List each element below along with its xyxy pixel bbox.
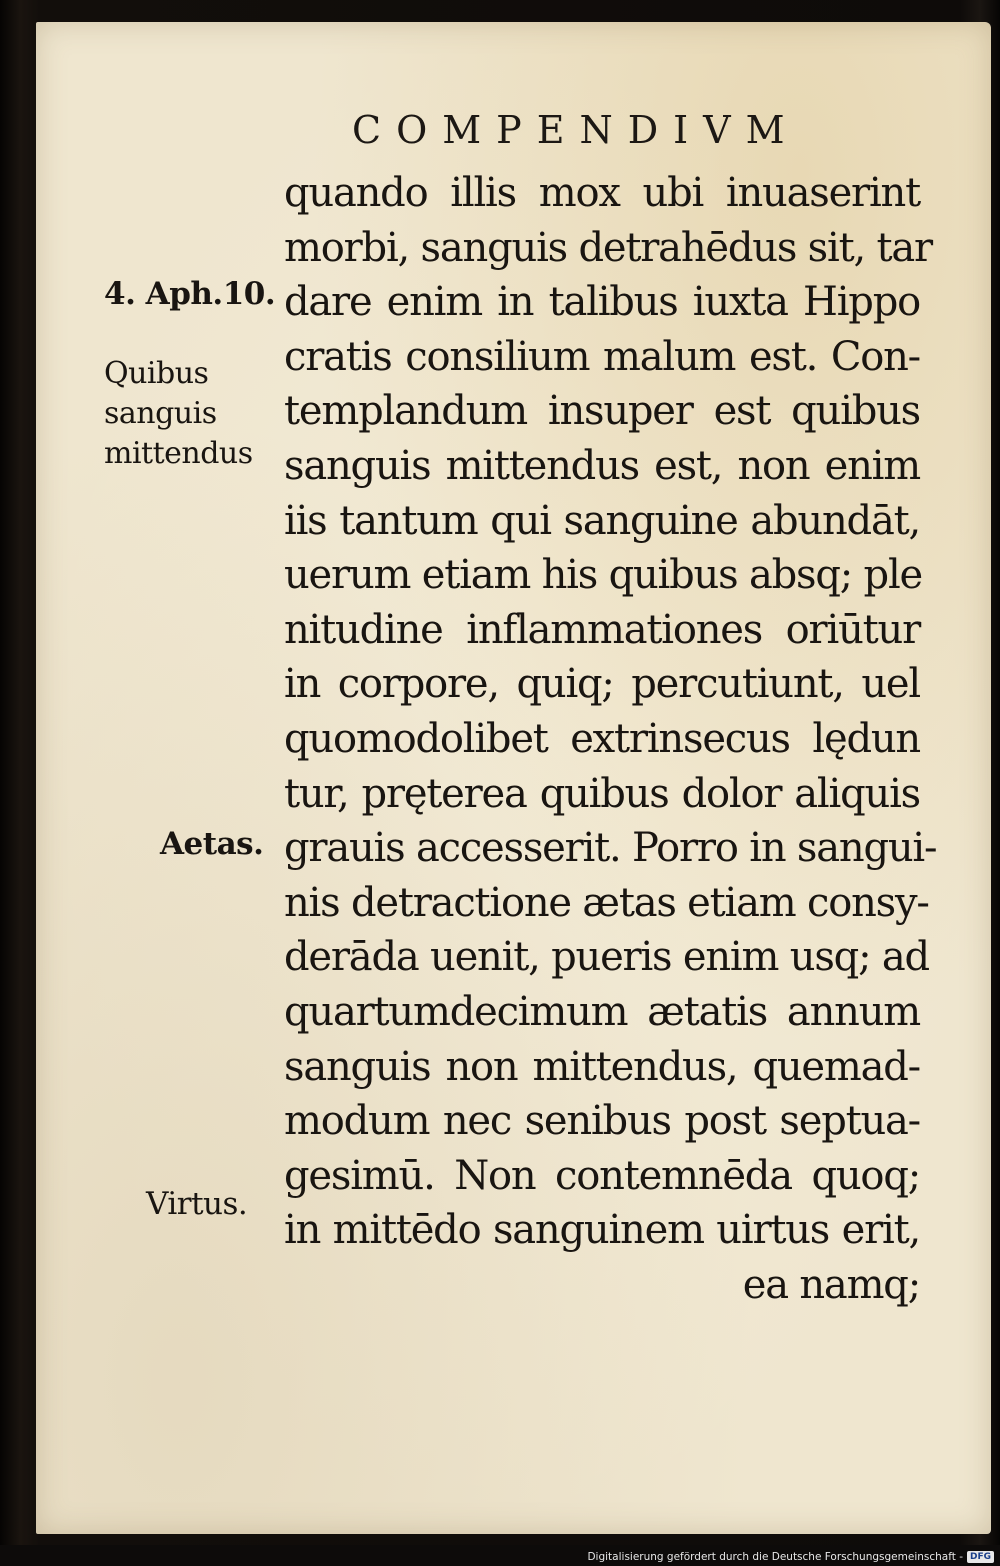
text-line: quomodolibet extrinsecus lędun (284, 715, 920, 762)
text-line: templandum insuper est quibus (284, 388, 920, 435)
marginal-note-virtus: Virtus. (146, 1186, 248, 1222)
text-line: quando illis mox ubi inuaserint (284, 170, 920, 216)
text-line: grauis accesserit. Porro in sangui- (284, 825, 937, 872)
running-header: COMPENDIVM (352, 108, 800, 152)
marginal-note-line: mittendus (104, 436, 253, 471)
text-line: in corpore, quiq; percutiunt, uel (284, 661, 920, 708)
text-line: sanguis non mittendus, quemad- (284, 1043, 920, 1090)
text-line: modum nec senibus post septua- (284, 1098, 920, 1145)
text-line: cratis consilium malum est. Con- (284, 333, 920, 380)
digitization-credit (587, 1551, 994, 1563)
text-line: gesimū. Non contemnēda quoq; (284, 1152, 920, 1199)
credit-text: Digitalisierung gefördert durch die Deutsche Forschungsgemeinschaft - (587, 1551, 963, 1563)
marginal-note-aphorism: 4. Aph.10. (104, 276, 276, 312)
marginal-note-quibus (104, 354, 253, 474)
dfg-logo: DFG (967, 1551, 994, 1563)
text-line: sanguis mittendus est, non enim (284, 442, 920, 489)
text-line: iis tantum qui sanguine abundāt, (284, 497, 920, 544)
marginal-note-line: sanguis (104, 396, 217, 431)
text-line: derāda uenit, pueris enim usq; ad (284, 934, 929, 981)
text-line: quartumdecimum ætatis annum (284, 988, 920, 1035)
text-line: morbi, sanguis detrahēdus sit, tar (284, 224, 932, 271)
text-line: nitudine inflammationes oriūtur (284, 606, 920, 653)
text-line: nis detractione ætas etiam consy- (284, 879, 929, 926)
marginal-note-aetas: Aetas. (160, 826, 264, 862)
marginal-note-line: Quibus (104, 356, 209, 391)
text-line: in mittēdo sanguinem uirtus erit, (284, 1207, 920, 1254)
text-line: dare enim in talibus iuxta Hippo (284, 279, 920, 326)
body-text (284, 166, 937, 1312)
text-line: uerum etiam his quibus absq; ple (284, 552, 923, 599)
text-line: tur, pręterea quibus dolor aliquis (284, 770, 920, 817)
text-line: ea namq; (742, 1261, 920, 1308)
